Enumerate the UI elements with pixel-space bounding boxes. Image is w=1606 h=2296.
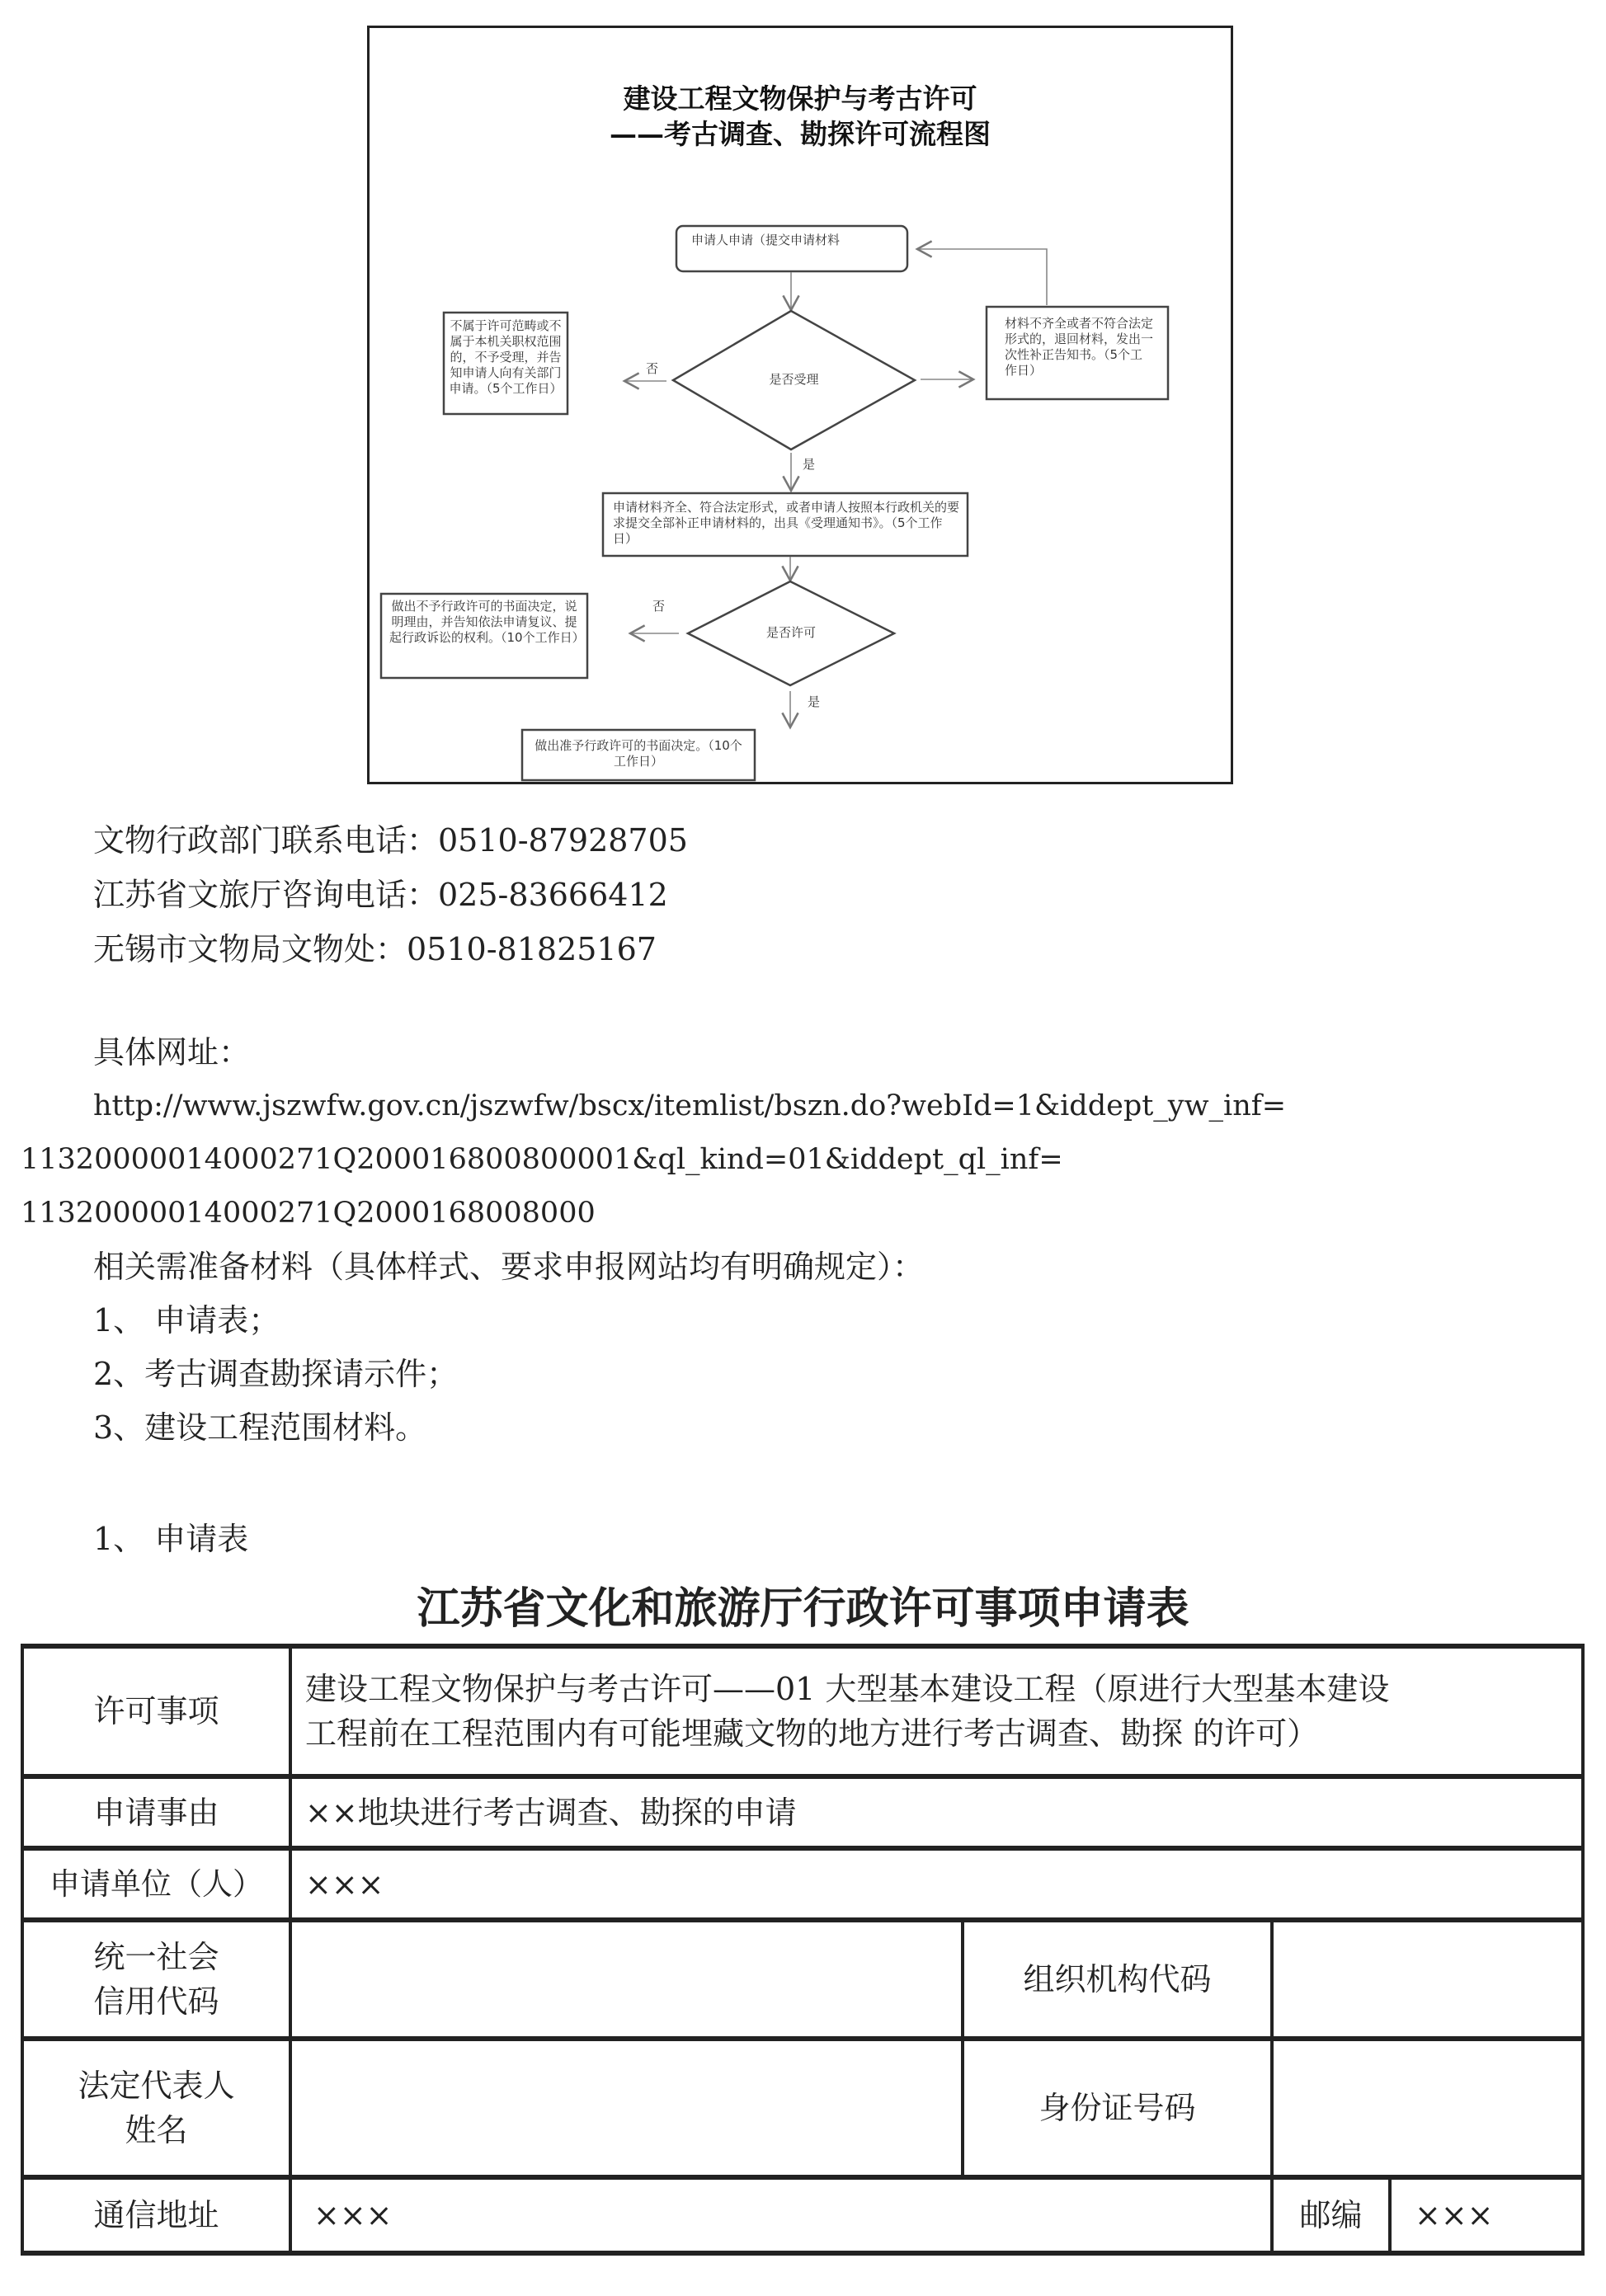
website-url-line2[interactable]: 11320000014000271Q200016800800001&ql_kind=01&iddept_ql_inf= <box>21 1143 1063 1176</box>
decision1-no-label: 否 <box>646 361 659 376</box>
address-label: 通信地址 <box>93 2197 219 2233</box>
postcode-value[interactable]: ××× <box>1415 2197 1494 2233</box>
reason-value[interactable]: ××地块进行考古调查、勘探的申请 <box>305 1794 797 1831</box>
flowchart-figure <box>367 26 1233 784</box>
decision2-yes-label: 是 <box>808 694 821 709</box>
arrow-supplement-feedback <box>917 249 1047 305</box>
materials-item: 1、 申请表； <box>93 1302 280 1339</box>
form-title: 江苏省文化和旅游厅行政许可事项申请表 <box>417 1584 1189 1634</box>
table-border <box>1581 1644 1585 2256</box>
accept-box: 申请材料齐全、符合法定形式，或者申请人按照本行政机关的要求提交全部补正申请材料的，出具《受理通知书》。（5个工作日） <box>613 500 960 546</box>
legal-rep-value[interactable] <box>292 2041 961 2175</box>
approve-box: 做出准予行政许可的书面决定。（10个工作日） <box>535 738 742 769</box>
section-heading: 1、 申请表 <box>93 1521 249 1557</box>
address-value[interactable]: ××× <box>313 2197 393 2233</box>
website-url-line1[interactable]: http://www.jszwfw.gov.cn/jszwfw/bscx/itemlist/bszn.do?webId=1&iddept_yw_inf= <box>93 1089 1287 1122</box>
applicant-value[interactable]: ××× <box>305 1866 384 1903</box>
legal-rep-label <box>24 2041 289 2175</box>
website-url-line3[interactable]: 11320000014000271Q2000168008000 <box>21 1197 596 1230</box>
credit-code-value[interactable] <box>292 1922 961 2036</box>
materials-item: 3、建设工程范围材料。 <box>93 1409 427 1446</box>
permit-item-line1: 建设工程文物保护与考古许可——01 大型基本建设工程（原进行大型基本建设 <box>305 1671 1390 1707</box>
org-code-label: 组织机构代码 <box>1023 1961 1212 1997</box>
flowchart-connectors <box>370 28 1231 782</box>
table-border <box>21 2251 1585 2256</box>
website-label: 具体网址： <box>93 1034 251 1070</box>
applicant-label: 申请单位（人） <box>49 1866 263 1902</box>
legal-rep-label-line1: 法定代表人 <box>78 2068 235 2104</box>
supplement-box: 材料不齐全或者不符合法定形式的，退回材料，发出一次性补正告知书。（5个工作日） <box>1005 316 1154 378</box>
materials-intro: 相关需准备材料（具体样式、要求申报网站均有明确规定）： <box>93 1249 925 1285</box>
org-code-value[interactable] <box>1274 1922 1581 2036</box>
permit-item-label: 许可事项 <box>93 1693 219 1729</box>
reason-label: 申请事由 <box>93 1794 219 1831</box>
credit-code-label-line2: 信用代码 <box>93 1983 219 2020</box>
postcode-label: 邮编 <box>1299 2197 1363 2233</box>
decision1-label: 是否受理 <box>769 372 819 387</box>
table-border <box>1388 2175 1392 2256</box>
legal-rep-label-line2: 姓名 <box>125 2112 188 2148</box>
deny-box: 做出不予行政许可的书面决定，说明理由，并告知依法申请复议、提起行政诉讼的权利。（10个工作日） <box>389 599 585 645</box>
id-number-value[interactable] <box>1274 2041 1581 2175</box>
id-number-label: 身份证号码 <box>1038 2090 1196 2126</box>
contact-line: 文物行政部门联系电话：0510-87928705 <box>93 822 688 859</box>
permit-item-value <box>305 1649 1580 1774</box>
start-box: 申请人申请（提交申请材料 <box>691 233 841 247</box>
contact-line: 无锡市文物局文物处：0510-81825167 <box>93 931 657 967</box>
decision1-yes-label: 是 <box>803 457 816 472</box>
flowchart-title-line2: ——考古调查、勘探许可流程图 <box>610 118 991 150</box>
permit-item-line2: 工程前在工程范围内有可能埋藏文物的地方进行考古调查、勘探 的许可） <box>305 1715 1319 1752</box>
decision2-no-label: 否 <box>652 599 666 614</box>
reject-box: 不属于许可范畴或不属于本机关职权范围的，不予受理，并告知申请人向有关部门申请。（5个工作日） <box>449 318 563 396</box>
contact-line: 江苏省文旅厅咨询电话：025-83666412 <box>93 877 668 913</box>
decision2-label: 是否许可 <box>765 625 816 640</box>
flowchart-title-line1: 建设工程文物保护与考古许可 <box>623 82 977 115</box>
credit-code-label <box>24 1922 289 2036</box>
application-form-table <box>21 1644 1585 2256</box>
materials-item: 2、考古调查勘探请示件； <box>93 1356 459 1392</box>
credit-code-label-line1: 统一社会 <box>93 1939 219 1975</box>
